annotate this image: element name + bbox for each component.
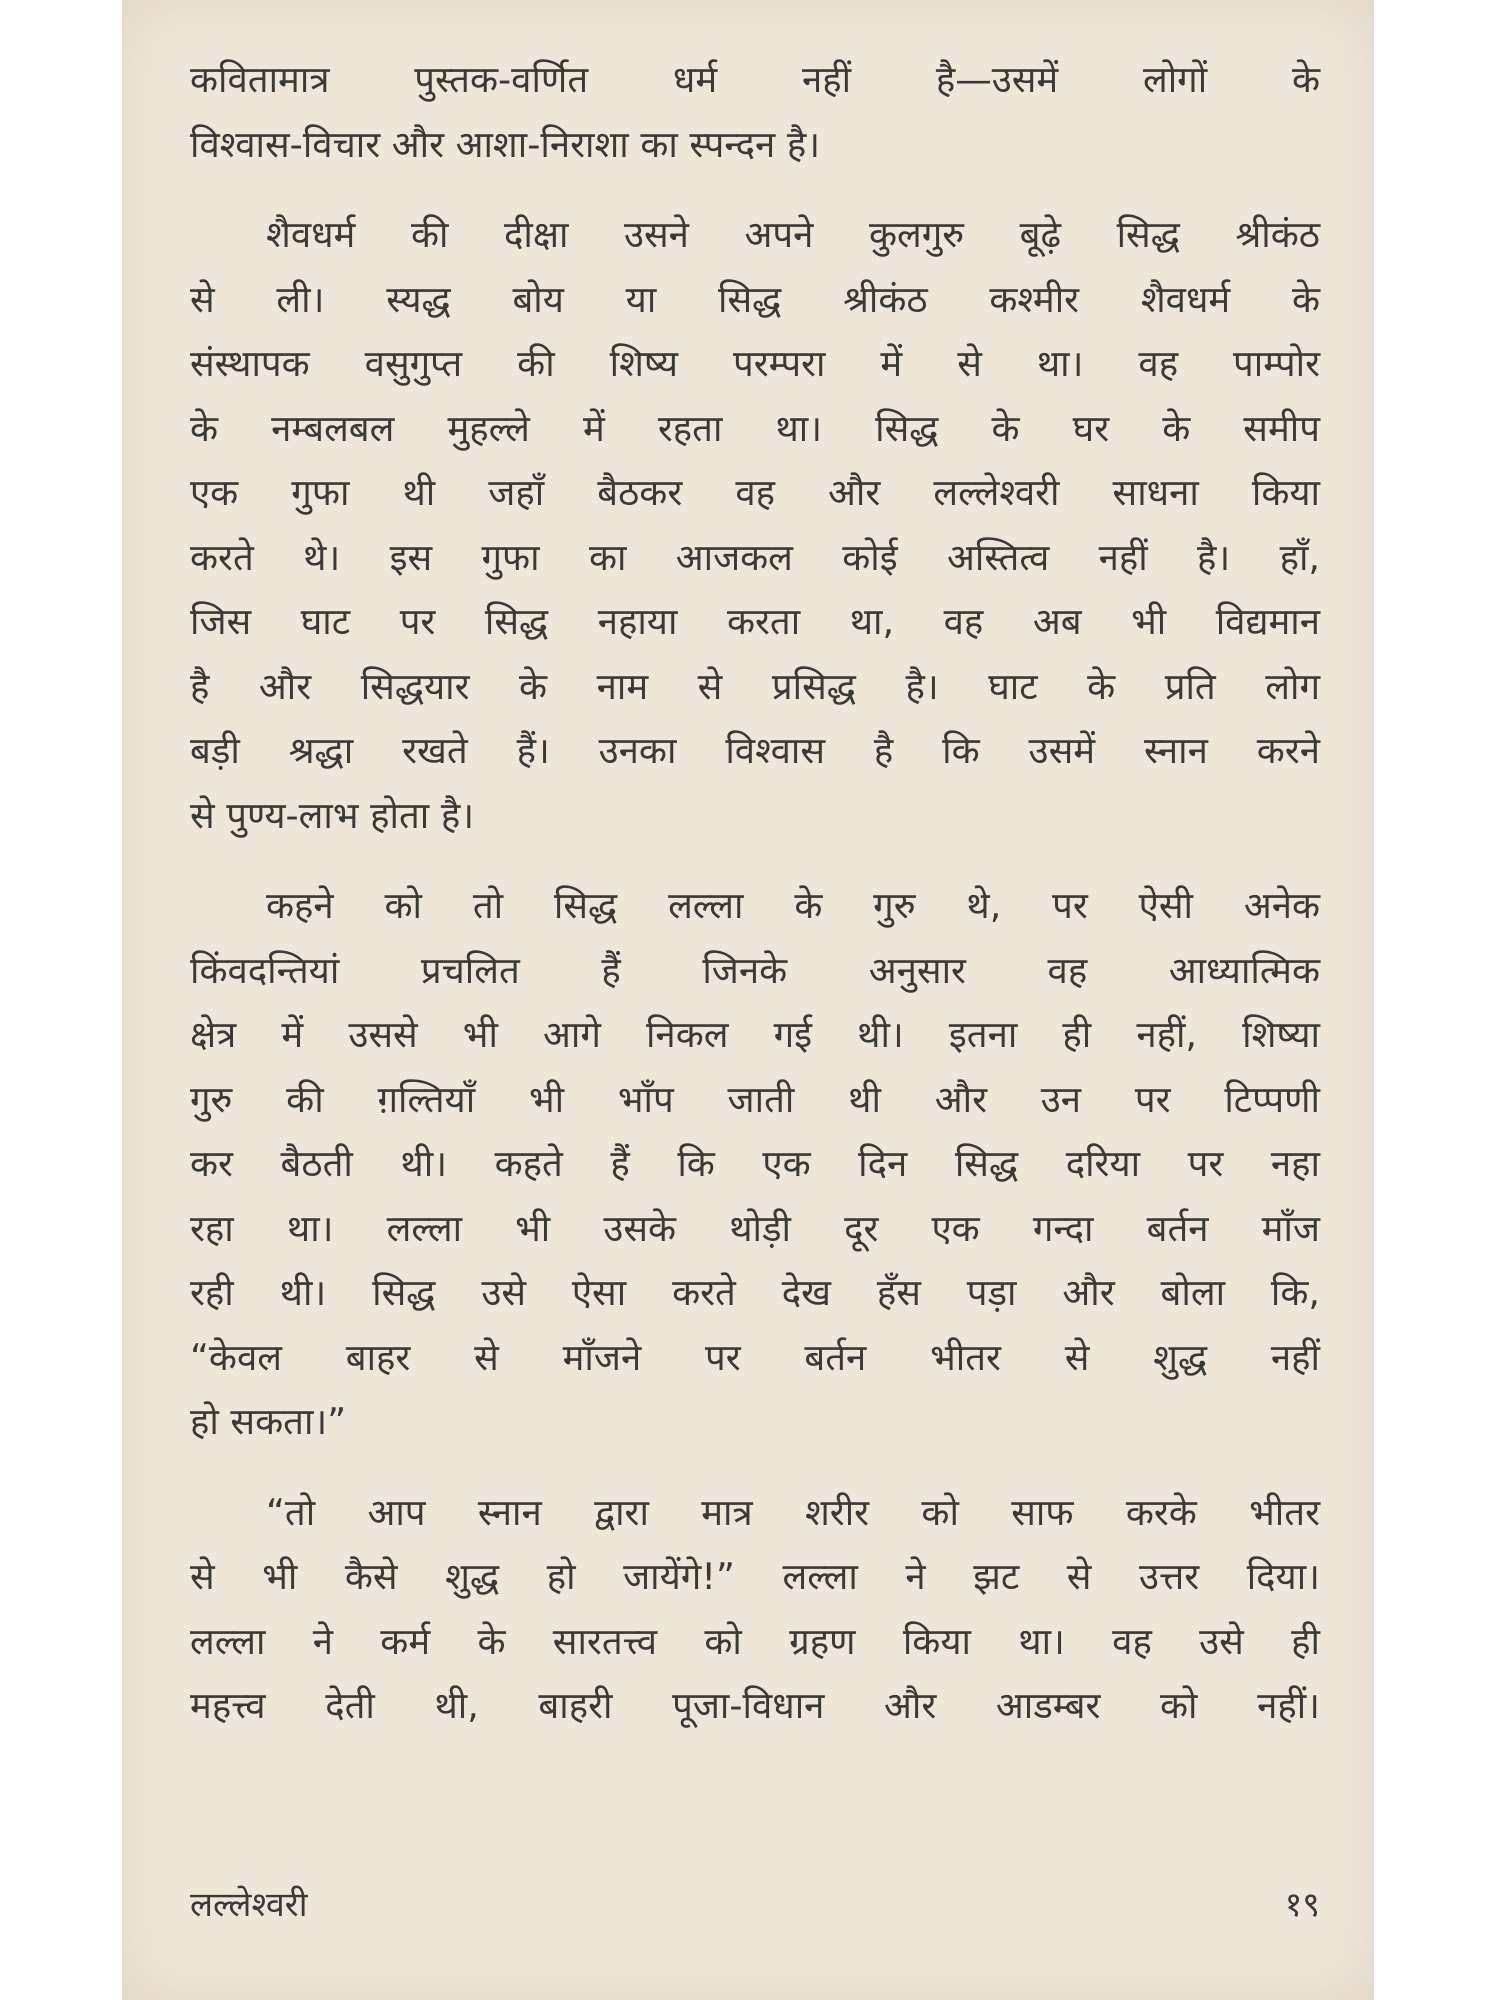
paragraph-1 bbox=[190, 48, 1320, 177]
paragraph-2 bbox=[190, 203, 1320, 848]
body-text bbox=[190, 48, 1320, 1739]
page-footer bbox=[190, 1880, 1320, 1926]
running-title: लल्लेश्वरी bbox=[190, 1885, 308, 1925]
text-line: एक गुफा थी जहाँ बैठकर वह और लल्लेश्वरी साधना किया bbox=[190, 471, 1320, 514]
text-line: संस्थापक वसुगुप्त की शिष्य परम्परा में से था। वह पाम्पोर bbox=[190, 342, 1320, 385]
text-line: महत्त्व देती थी, बाहरी पूजा-विधान और आडम्बर को नहीं। bbox=[190, 1684, 1320, 1727]
text-line: बड़ी श्रद्धा रखते हैं। उनका विश्वास है कि उसमें स्नान करने bbox=[190, 729, 1320, 772]
page-number: १९ bbox=[1284, 1885, 1320, 1925]
text-line: हो सकता।” bbox=[190, 1400, 347, 1443]
text-line: किंवदन्तियां प्रचलित हैं जिनके अनुसार वह आध्यात्मिक bbox=[190, 948, 1320, 992]
text-line: से पुण्य-लाभ होता है। bbox=[190, 793, 475, 837]
text-line: कर बैठती थी। कहते हैं कि एक दिन सिद्ध दरिया पर नहा bbox=[190, 1142, 1320, 1185]
book-page bbox=[122, 0, 1374, 2000]
text-line: रहा था। लल्ला भी उसके थोड़ी दूर एक गन्दा बर्तन माँज bbox=[190, 1206, 1320, 1250]
text-line: कहने को तो सिद्ध लल्ला के गुरु थे, पर ऐसी अनेक bbox=[266, 884, 1320, 927]
text-line: “केवल बाहर से माँजने पर बर्तन भीतर से शुद्ध नहीं bbox=[190, 1335, 1320, 1379]
text-line: है और सिद्धयार के नाम से प्रसिद्ध है। घाट के प्रति लोग bbox=[190, 664, 1320, 708]
paragraph-4 bbox=[190, 1481, 1320, 1739]
text-line: कवितामात्र पुस्तक-वर्णित धर्म नहीं है—उसमें लोगों के bbox=[190, 58, 1320, 101]
text-line: विश्वास-विचार और आशा-निराशा का स्पन्दन है। bbox=[190, 122, 821, 166]
text-line: शैवधर्म की दीक्षा उसने अपने कुलगुरु बूढ़े सिद्ध श्रीकंठ bbox=[266, 213, 1320, 256]
text-line: के नम्बलबल मुहल्ले में रहता था। सिद्ध के घर के समीप bbox=[190, 406, 1320, 450]
text-line: से भी कैसे शुद्ध हो जायेंगे!” लल्ला ने झट से उत्तर दिया। bbox=[190, 1555, 1320, 1598]
paragraph-3 bbox=[190, 874, 1320, 1455]
text-line: रही थी। सिद्ध उसे ऐसा करते देख हँस पड़ा और बोला कि, bbox=[190, 1271, 1320, 1314]
text-line: गुरु की ग़ल्तियाँ भी भाँप जाती थी और उन पर टिप्पणी bbox=[190, 1077, 1320, 1121]
text-line: जिस घाट पर सिद्ध नहाया करता था, वह अब भी विद्यमान bbox=[190, 600, 1320, 643]
text-line: से ली। स्यद्ध बोय या सिद्ध श्रीकंठ कश्मीर शैवधर्म के bbox=[190, 277, 1320, 321]
text-line: क्षेत्र में उससे भी आगे निकल गई थी। इतना ही नहीं, शिष्या bbox=[190, 1013, 1320, 1056]
text-line: “तो आप स्नान द्वारा मात्र शरीर को साफ करके भीतर bbox=[266, 1490, 1320, 1534]
text-line: लल्ला ने कर्म के सारतत्त्व को ग्रहण किया था। वह उसे ही bbox=[190, 1619, 1320, 1663]
text-line: करते थे। इस गुफा का आजकल कोई अस्तित्व नहीं है। हाँ, bbox=[190, 535, 1320, 579]
